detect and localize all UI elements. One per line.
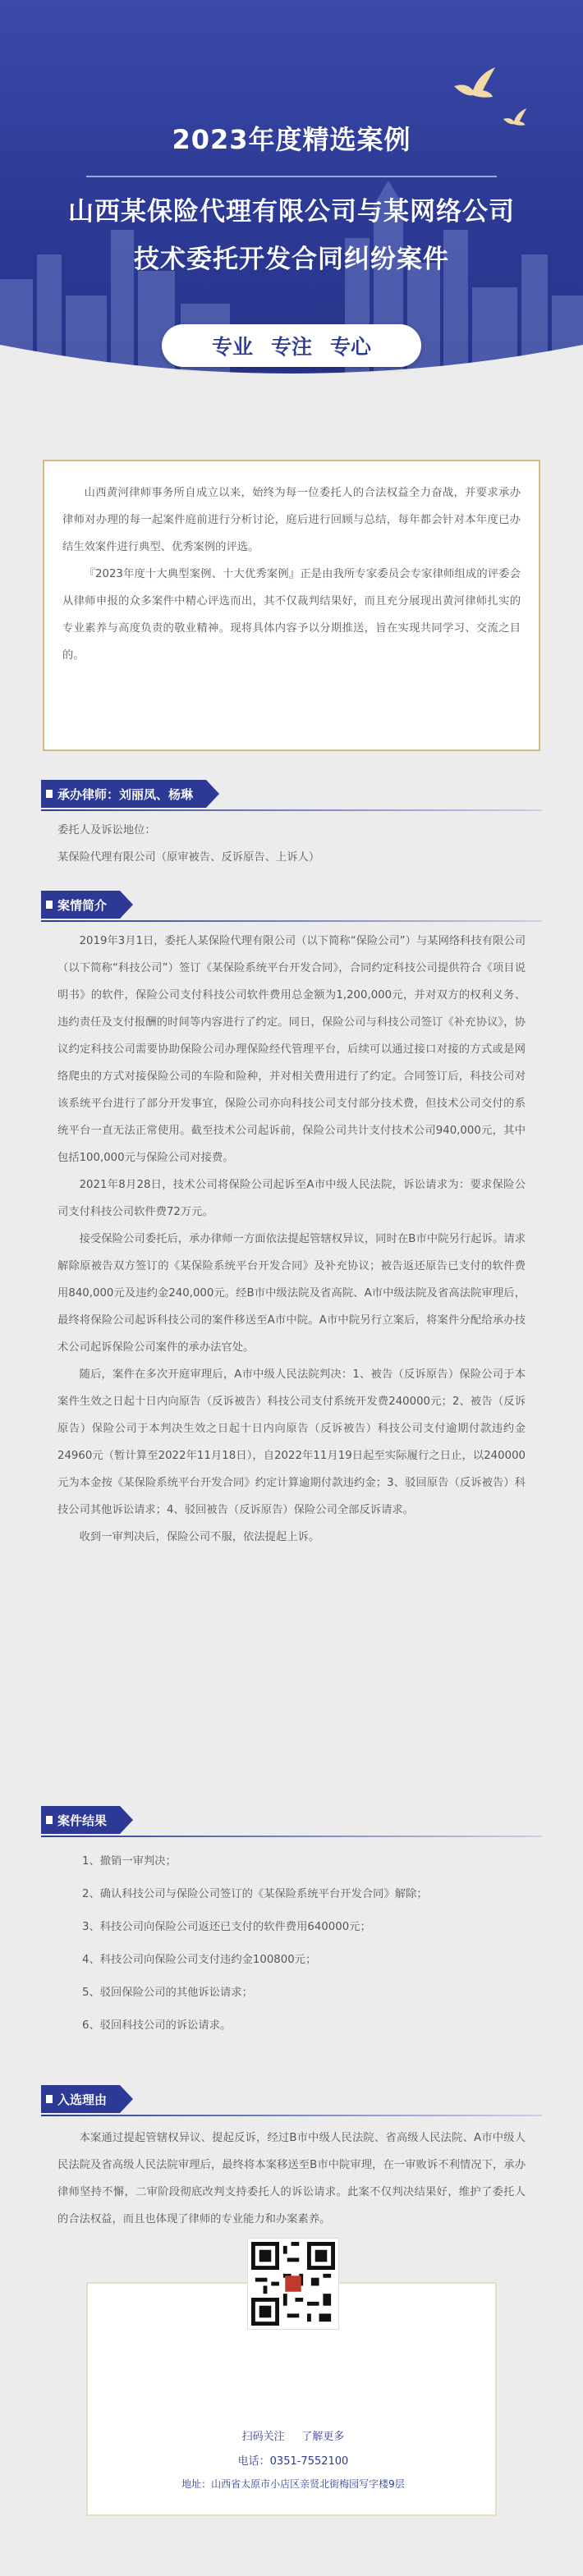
slogan-pill [162,324,421,367]
dove-icon [450,66,499,107]
slogan-word: 专心 [330,335,372,359]
qr-code-icon [251,2242,335,2326]
case-title-line1: 山西某保险代理有限公司与某网络公司 [68,197,515,227]
section-header-reason [41,2085,120,2113]
lawyers-block [41,817,542,871]
learn-more-label: 了解更多 [301,2431,345,2443]
footer-address: 地址：山西省太原市小店区亲贤北街梅园写字楼9层 [181,2478,405,2490]
case-title-line2: 技术委托开发合同纠纷案件 [134,245,449,274]
section-tag: 承办律师：刘丽凤、杨琳 [41,780,206,808]
title-divider [86,176,497,177]
reason-block [41,2125,542,2233]
slogan-word: 专注 [270,335,312,359]
section-tag: 入选理由 [41,2085,120,2113]
qr-code[interactable] [248,2239,338,2329]
client-value: 某保险代理有限公司（原审被告、反诉原告、上诉人） [57,851,320,864]
section-header-lawyers [41,780,206,808]
summary-paragraph: 随后，案件在多次开庭审理后，A市中级人民法院判决：1、被告（反诉原告）保险公司于本案件生效之日起十日内向原告（反诉被告）科技公司支付系统开发费240000元；2、被告（反诉原告）保险公司于本判决生效之日起十日内向原告（反诉被告）科技公司支付逾期付款违约金24960元（暂计算至2022年11月18日），自2022年11月19日起至实际履行之日止，以240000元为本金按《某保险系统平台开发合同》约定计算逾期付款违约金；3、驳回原告（反诉被告）科技公司其他诉讼请求；4、驳回被告（反诉原告）保险公司全部反诉请求。 [57,1368,526,1516]
section-header-result [41,1806,120,1834]
summary-block [41,928,542,1551]
scan-label: 扫码关注 [241,2431,285,2443]
year-title: 2023年度精选案例 [172,124,411,155]
intro-paragraph: 『2023年度十大典型案例、十大优秀案例』正是由我所专家委员会专家律师组成的评委会从律师申报的众多案件中精心评选而出，其不仅裁判结果好，而且充分展现出黄河律师扎实的专业素养与高度负责的敬业精神。现将具体内容予以分期推送，旨在实现共同学习、交流之目的。 [62,568,521,662]
section-divider [41,809,542,811]
section-header-summary [41,891,120,919]
result-item: 2、确认科技公司与保险公司签订的《某保险系统平台开发合同》解除； [82,1888,428,1900]
summary-paragraph: 2019年3月1日，委托人某保险代理有限公司（以下简称“保险公司”）与某网络科技有限公司（以下简称“科技公司”）签订《某保险系统平台开发合同》，合同约定科技公司提供符合《项目说明书》的软件，保险公司支付科技公司软件费用总金额为1,200,000元，并对双方的权利义务、违约责任及支付报酬的时间等内容进行了约定。同日，保险公司与科技公司签订《补充协议》，协议约定科技公司需要协助保险公司办理保险经代管理平台，后续可以通过接口对接的方式或是网络爬虫的方式对接保险公司的车险和险种，并对相关费用进行了约定。合同签订后，科技公司对该系统平台进行了部分开发事宜，保险公司亦向科技公司支付部分技术费，但技术公司交付的系统平台一直无法正常使用。截至技术公司起诉前，保险公司共计支付技术公司940,000元，其中包括100,000元与保险公司对接费。 [57,935,526,1164]
intro-paragraph: 山西黄河律师事务所自成立以来，始终为每一位委托人的合法权益全力奋战，并要求承办律师对办理的每一起案件庭前进行分析讨论，庭后进行回顾与总结，每年都会针对本年度已办结生效案件进行典型、优秀案例的评选。 [62,487,521,553]
summary-paragraph: 2021年8月28日，技术公司将保险公司起诉至A市中级人民法院，诉讼请求为：要求保险公司支付科技公司软件费72万元。 [57,1179,526,1218]
section-tag: 案情简介 [41,891,120,919]
result-item: 5、驳回保险公司的其他诉讼请求； [82,1987,253,1999]
header-banner [0,0,583,386]
section-divider [41,920,542,922]
summary-paragraph: 接受保险公司委托后，承办律师一方面依法提起管辖权异议，同时在B市中院另行起诉。请求解除原被告双方签订的《某保险系统平台开发合同》及补充协议；被告返还原告已支付的软件费用840,000元及违约金240,000元。经B市中级法院及省高院、A市中级法院及省高法院审理后，最终将保险公司起诉科技公司的案件移送至A市中院。A市中院另行立案后，将案件分配给承办技术公司起诉保险公司案件的承办法官处。 [57,1233,526,1354]
section-divider [41,1836,542,1837]
result-list [41,1845,542,2042]
client-label: 委托人及诉讼地位： [57,824,156,837]
footer-phone: 电话：0351-7552100 [237,2455,349,2468]
summary-paragraph: 收到一审判决后，保险公司不服，依法提起上诉。 [79,1531,320,1543]
result-item: 4、科技公司向保险公司支付违约金100800元； [82,1954,317,1966]
footer-scan-row [88,2427,498,2443]
section-divider [41,2115,542,2116]
reason-paragraph: 本案通过提起管辖权异议、提起反诉，经过B市中级人民法院、省高级人民法院、A市中级人民法院及省高级人民法院审理后，最终将本案移送至B市中院审理，在一审败诉不利情况下，承办律师坚持不懈，二审阶段彻底改判支持委托人的诉讼请求。此案不仅判决结果好，维护了委托人的合法权益，而且也体现了律师的专业能力和办案素养。 [57,2132,526,2225]
intro-box [43,460,540,751]
footer-card [86,2282,497,2516]
result-item: 3、科技公司向保险公司返还已支付的软件费用640000元； [82,1921,371,1933]
slogan-word: 专业 [211,335,253,359]
result-item: 6、驳回科技公司的诉讼请求。 [82,2019,232,2032]
section-tag: 案件结果 [41,1806,120,1834]
result-item: 1、撤销一审判决； [82,1855,177,1868]
